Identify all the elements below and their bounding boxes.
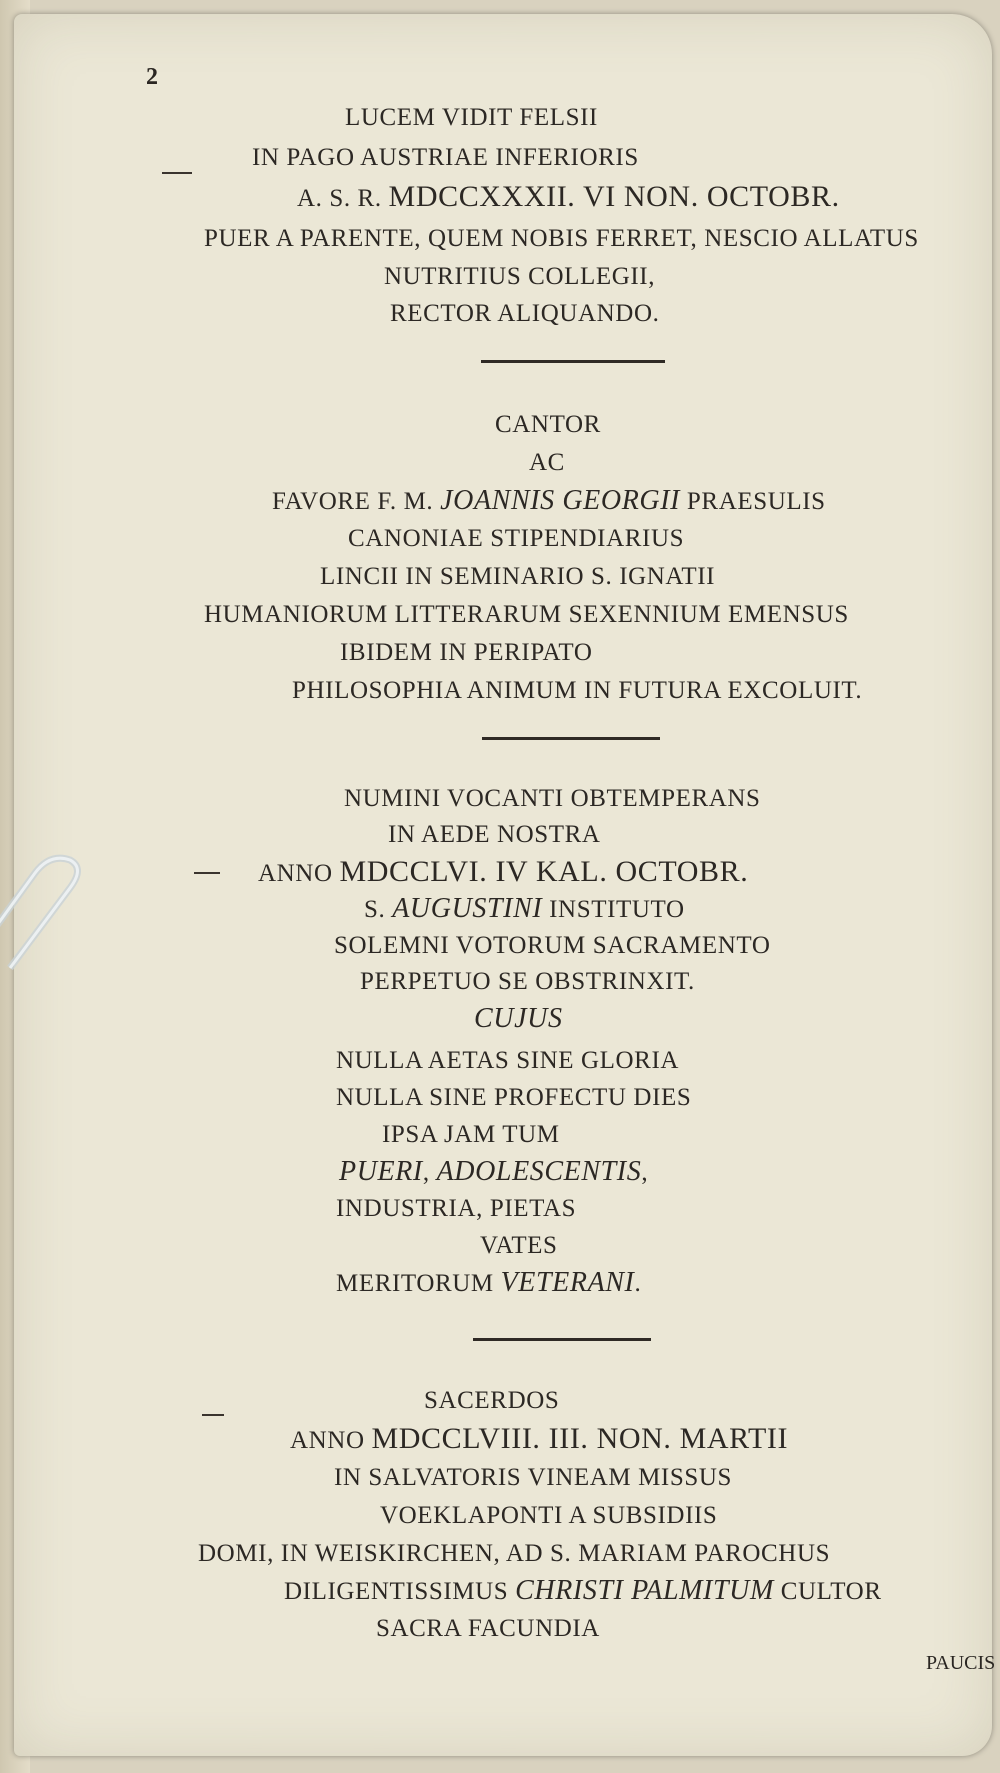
catchword: PAUCIS — [926, 1652, 996, 1674]
text-line: NUTRITIUS COLLEGII, — [384, 263, 656, 290]
text-line: INDUSTRIA, PIETAS — [336, 1195, 577, 1222]
text-line: AC — [529, 449, 565, 476]
text-line: NULLA AETAS SINE GLORIA — [336, 1047, 680, 1074]
text-line: DILIGENTISSIMUS CHRISTI PALMITUM CULTOR — [284, 1575, 882, 1606]
text-line: CANTOR — [495, 411, 601, 438]
text-line: CUJUS — [474, 1003, 563, 1034]
text-line: VATES — [480, 1232, 558, 1259]
document-page — [14, 14, 996, 1756]
text-line: SOLEMNI VOTORUM SACRAMENTO — [334, 932, 771, 959]
text-line: IPSA JAM TUM — [382, 1121, 560, 1148]
text-line: LUCEM VIDIT FELSII — [345, 104, 598, 131]
text-line: MERITORUM VETERANI. — [336, 1267, 642, 1298]
text-line: FAVORE F. M. JOANNIS GEORGII PRAESULIS — [272, 485, 826, 516]
text-line: S. AUGUSTINI INSTITUTO — [364, 893, 685, 924]
text-line: IBIDEM IN PERIPATO — [340, 639, 593, 666]
section-divider — [473, 1338, 651, 1341]
text-line: SACRA FACUNDIA — [376, 1615, 600, 1642]
section-divider — [481, 360, 665, 363]
margin-mark — [202, 1414, 224, 1416]
page-number: 2 — [146, 64, 158, 90]
text-line: VOEKLAPONTI A SUBSIDIIS — [380, 1502, 718, 1529]
text-line: NUMINI VOCANTI OBTEMPERANS — [344, 785, 761, 812]
text-line: NULLA SINE PROFECTU DIES — [336, 1084, 692, 1111]
text-line: ANNO MDCCLVIII. III. NON. MARTII — [290, 1422, 789, 1455]
text-line: A. S. R. MDCCXXXII. VI NON. OCTOBR. — [297, 180, 840, 213]
text-line: SACERDOS — [424, 1387, 560, 1414]
text-line: PUER A PARENTE, QUEM NOBIS FERRET, NESCIO ALLATUS — [204, 225, 919, 252]
paper-clip — [0, 848, 110, 998]
text-line: ANNO MDCCLVI. IV KAL. OCTOBR. — [258, 855, 749, 888]
margin-mark — [162, 172, 192, 174]
text-line: PHILOSOPHIA ANIMUM IN FUTURA EXCOLUIT. — [292, 677, 863, 704]
text-line: HUMANIORUM LITTERARUM SEXENNIUM EMENSUS — [204, 601, 849, 628]
text-line: PERPETUO SE OBSTRINXIT. — [360, 968, 695, 995]
text-line: LINCII IN SEMINARIO S. IGNATII — [320, 563, 716, 590]
margin-mark — [194, 872, 220, 874]
section-divider — [482, 737, 660, 740]
text-line: IN AEDE NOSTRA — [388, 821, 601, 848]
text-line: RECTOR ALIQUANDO. — [390, 300, 660, 327]
text-line: PUERI, ADOLESCENTIS, — [339, 1156, 649, 1187]
text-line: DOMI, IN WEISKIRCHEN, AD S. MARIAM PAROCHUS — [198, 1540, 831, 1567]
text-line: CANONIAE STIPENDIARIUS — [348, 525, 685, 552]
text-line: IN SALVATORIS VINEAM MISSUS — [334, 1464, 733, 1491]
text-line: IN PAGO AUSTRIAE INFERIORIS — [252, 144, 639, 171]
